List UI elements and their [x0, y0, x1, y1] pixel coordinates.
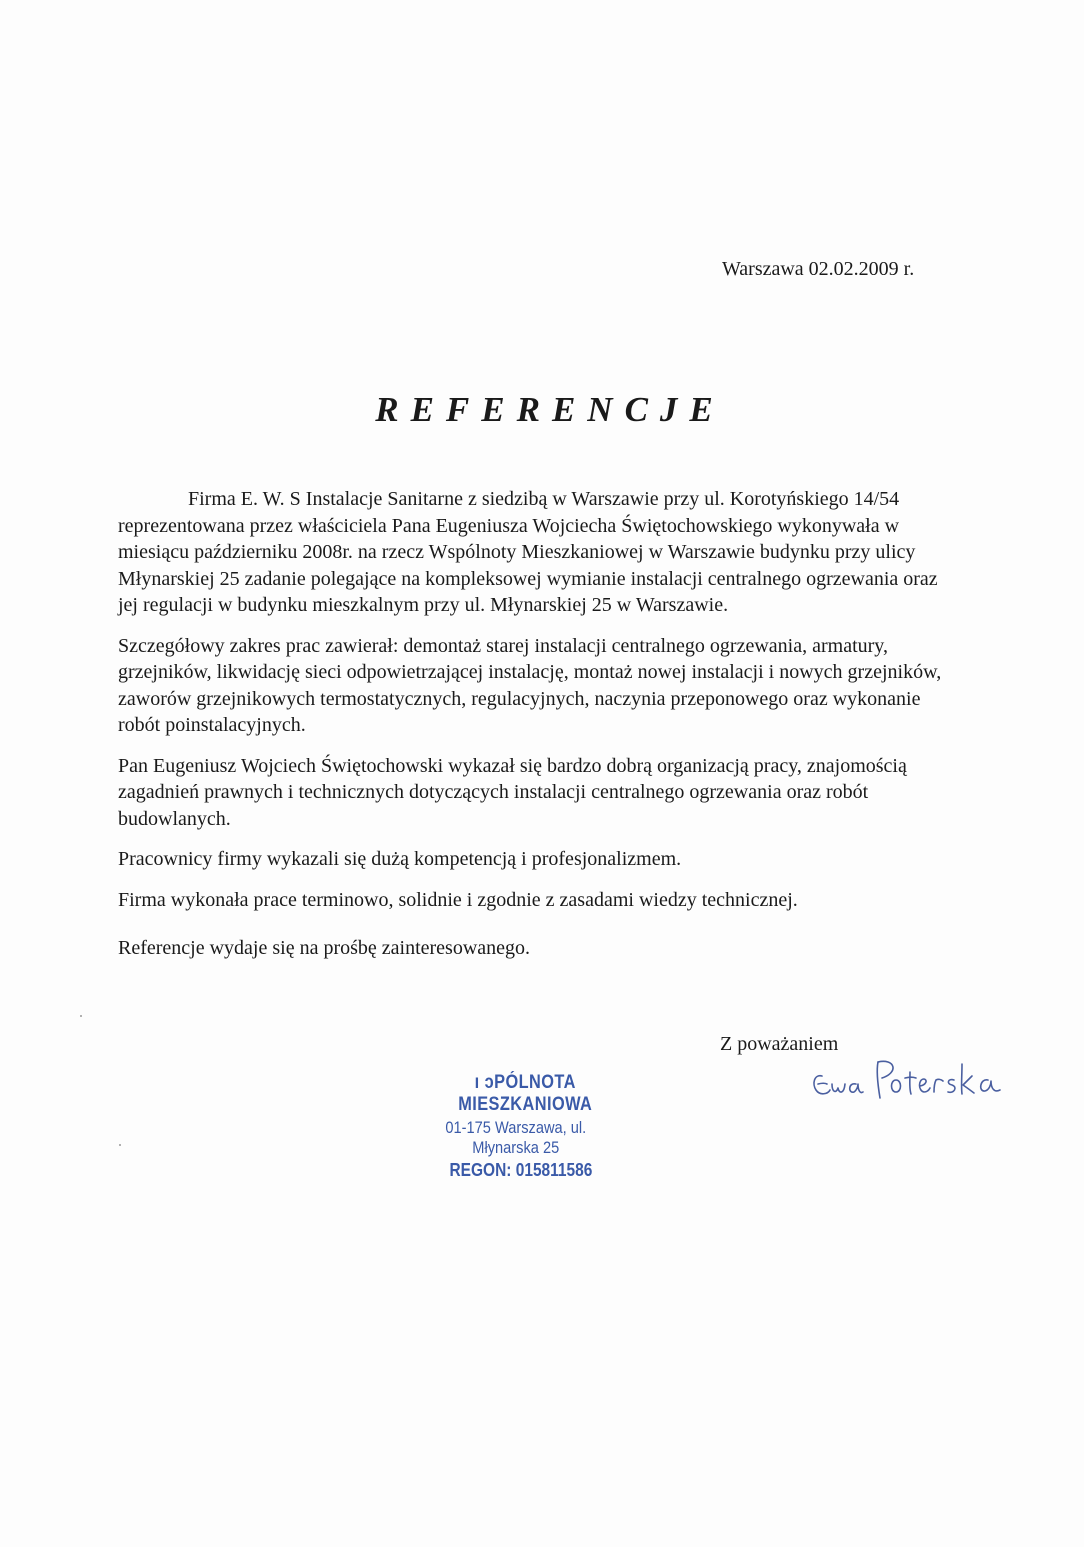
scan-speck: [80, 1015, 82, 1017]
paragraph-intro: Firma E. W. S Instalacje Sanitarne z siedzibą w Warszawie przy ul. Korotyńskiego 14/54 reprezentowana przez właściciela Pana Eugeniusza Wojciecha Świętochowskiego wykonywała w miesiącu październiku 2008r. na rzecz Wspólnoty Mieszkaniowej w Warszawie budynku przy ulicy Młynarskiej 25 zadanie polegające na kompleksowej wymianie instalacji centralnego ogrzewania oraz jej regulacji w budynku mieszkalnym przy ul. Młynarskiej 25 w Warszawie.: [118, 488, 938, 616]
stamp-name: ı ɔPÓLNOTA MIESZKANIOWA: [458, 1072, 593, 1115]
document-title: REFERENCJE: [375, 390, 725, 429]
association-stamp: [410, 1072, 616, 1181]
paragraph-staff: Pracownicy firmy wykazali się dużą kompetencją i profesjonalizmem.: [118, 848, 682, 870]
paragraph-scope: Szczegółowy zakres prac zawierał: demontaż starej instalacji centralnego ogrzewania, armatury, grzejników, likwidację sieci odpowietrzającej instalację, montaż nowej instalacji i nowych grzejników, zaworów grzejnikowych termostatycznych, regulacyjnych, naczynia przeponowego oraz wykonanie robót poinstalacyjnych.: [118, 634, 942, 736]
document-date: Warszawa 02.02.2009 r.: [722, 258, 915, 280]
handwritten-signature: [808, 1050, 1008, 1110]
stamp-regon: REGON: 015811586: [449, 1160, 593, 1180]
paragraph-quality: Firma wykonała prace terminowo, solidnie i zgodnie z zasadami wiedzy technicznej.: [118, 888, 798, 911]
scan-speck: [119, 1144, 121, 1146]
paragraph-issued: Referencje wydaje się na prośbę zainteresowanego.: [118, 937, 531, 959]
stamp-address: 01-175 Warszawa, ul. Młynarska 25: [445, 1118, 587, 1157]
document-body: [118, 486, 948, 972]
closing-salutation: Z poważaniem: [720, 1033, 839, 1055]
paragraph-evaluation: Pan Eugeniusz Wojciech Świętochowski wykazał się bardzo dobrą organizacją pracy, znajomością zagadnień prawnych i technicznych dotyczących instalacji centralnego ogrzewania oraz robót budowlanych.: [118, 754, 907, 830]
